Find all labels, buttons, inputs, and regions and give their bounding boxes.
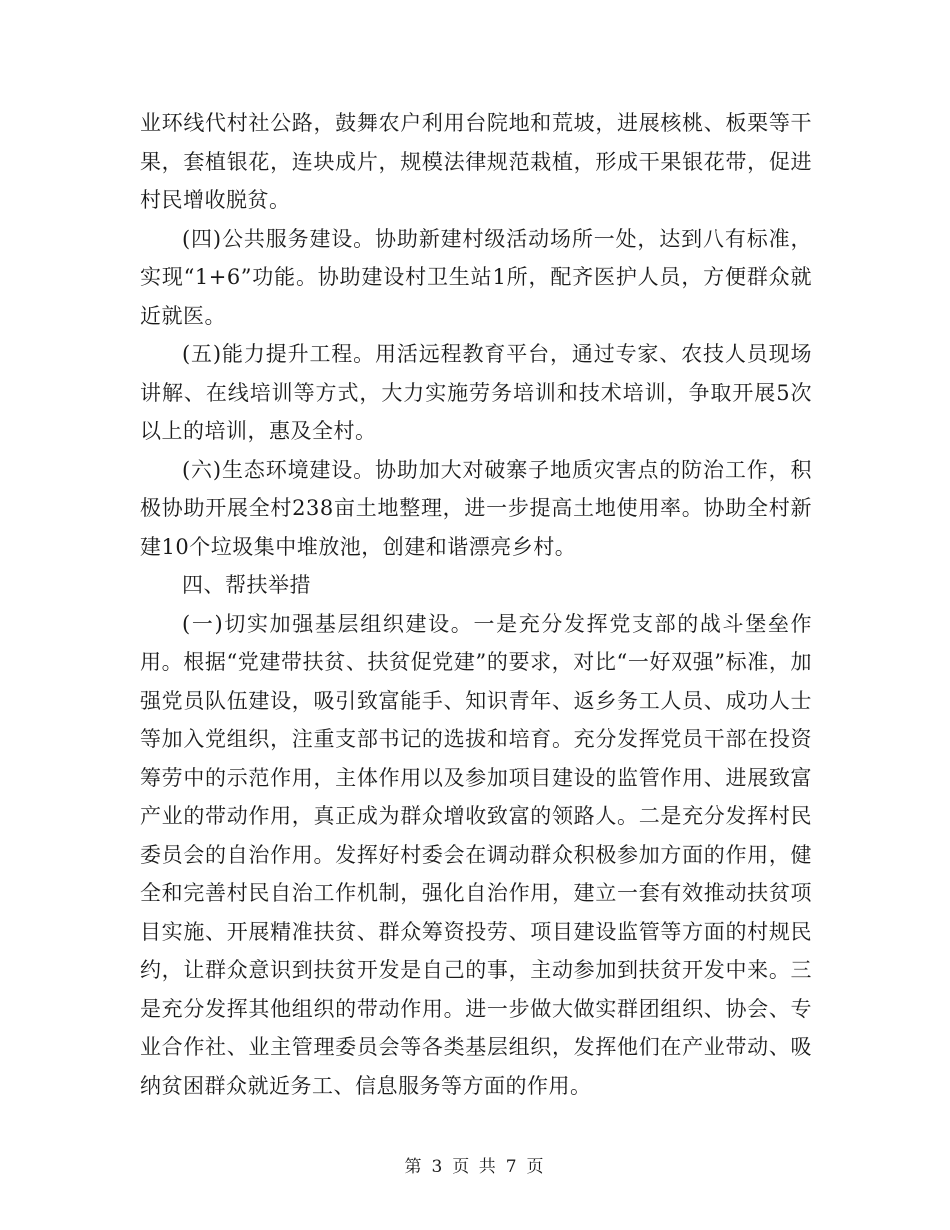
paragraph-grassroots-organization: (一)切实加强基层组织建设。一是充分发挥党支部的战斗堡垒作用。根据“党建带扶贫、扶贫促党建”的要求，对比“一好双强”标准，加强党员队伍建设，吸引致富能手、知识青年、返乡务工人员、成功人士等加入党组织，注重支部书记的选拔和培育。充分发挥党员干部在投资筹劳中的示范作用，主体作用以及参加项目建设的监管作用、进展致富产业的带动作用，真正成为群众增收致富的领路人。二是充分发挥村民委员会的自治作用。发挥好村委会在调动群众积极参加方面的作用，健全和完善村民自治工作机制，强化自治作用，建立一套有效推动扶贫项目实施、开展精准扶贫、群众筹资投劳、项目建设监管等方面的村规民约，让群众意识到扶贫开发是自己的事，主动参加到扶贫开发中来。三是充分发挥其他组织的带动作用。进一步做大做实群团组织、协会、专业合作社、业主管理委员会等各类基层组织，发挥他们在产业带动、吸纳贫困群众就近务工、信息服务等方面的作用。 (140, 611, 812, 1098)
paragraph-public-service: (四)公共服务建设。协助新建村级活动场所一处，达到八有标准，实现“1+6”功能。协助建设村卫生站1所，配齐医护人员，方便群众就近就医。 (140, 226, 812, 328)
paragraph-capacity-building: (五)能力提升工程。用活远程教育平台，通过专家、农技人员现场讲解、在线培训等方式，大力实施劳务培训和技术培训，争取开展5次以上的培训，惠及全村。 (140, 342, 812, 443)
footer-total-pages: 7 (505, 1157, 519, 1177)
paragraph-ecology: (六)生态环境建设。协助加大对破寨子地质灾害点的防治工作，积极协助开展全村238亩土地整理，进一步提高土地使用率。协助全村新建10个垃圾集中堆放池，创建和谐漂亮乡村。 (140, 457, 812, 559)
footer-middle: 页 共 (452, 1157, 498, 1177)
page-footer (0, 1152, 950, 1177)
section-heading-measures: 四、帮扶举措 (182, 573, 311, 597)
footer-prefix: 第 (404, 1157, 424, 1177)
paragraph-1: 业环线代村社公路，鼓舞农户利用台院地和荒坡，进展核桃、板栗等干果，套植银花，连块成片，规模法律规范栽植，形成干果银花带，促进村民增收脱贫。 (140, 111, 812, 212)
footer-current-page: 3 (431, 1157, 445, 1177)
document-body (140, 104, 812, 1105)
footer-suffix: 页 (526, 1157, 546, 1177)
